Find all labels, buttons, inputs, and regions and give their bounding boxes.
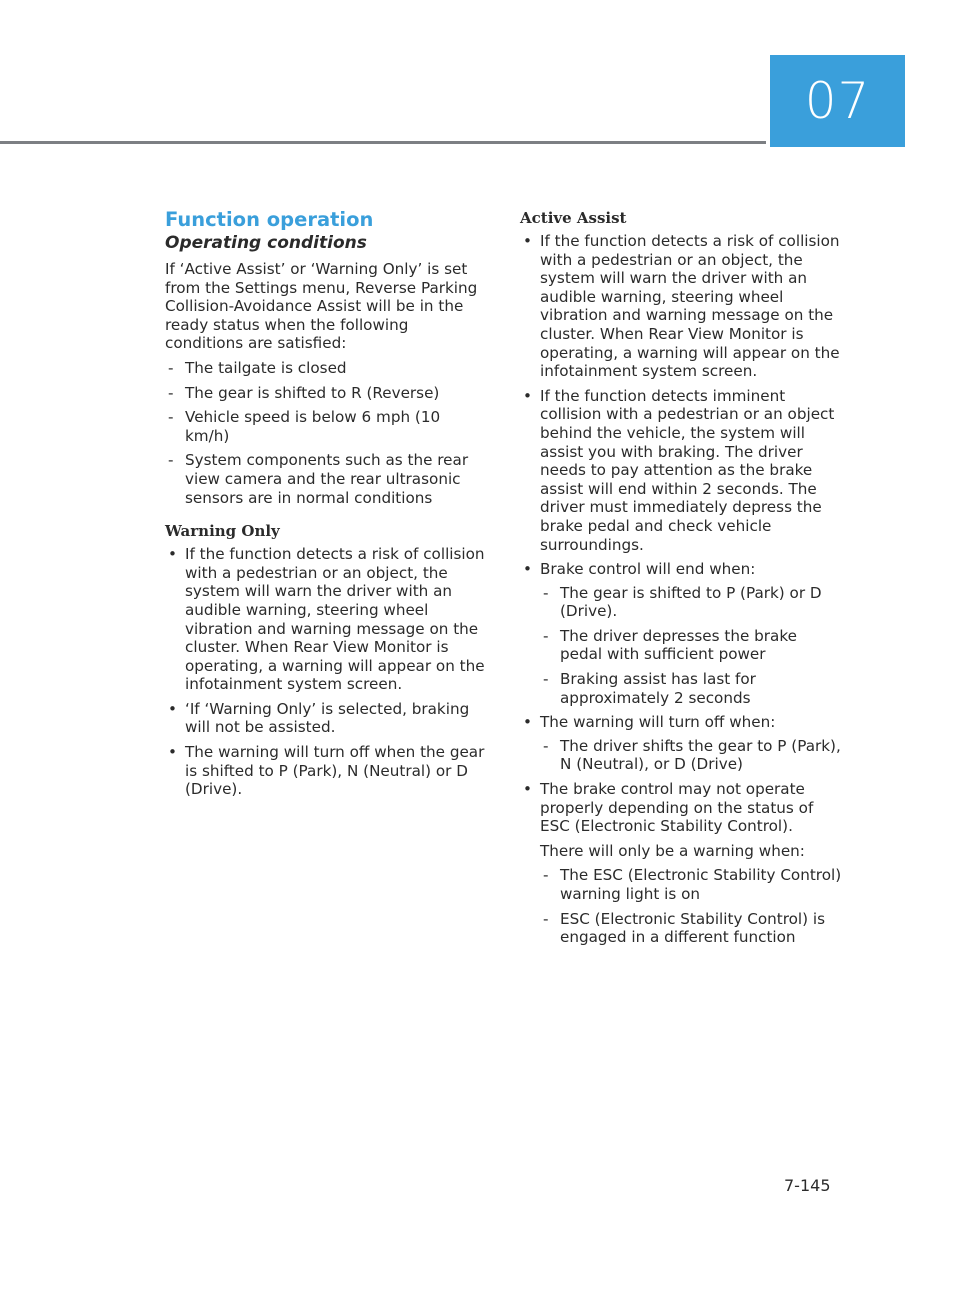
bullet-text: Brake control will end when: (540, 560, 756, 579)
warning-only-list (165, 545, 485, 799)
chapter-number: 07 (804, 72, 871, 130)
sub-title: Operating conditions (165, 233, 367, 253)
sub-list-item: - Braking assist has last for approximately 2 seconds (540, 670, 842, 707)
list-item: • The warning will turn off when the gear is shifted to P (Park), N (Neutral) or D (Drive). (165, 743, 485, 799)
list-item (520, 387, 842, 554)
right-column (520, 208, 842, 953)
sub-list (540, 584, 842, 708)
sub-list (540, 866, 842, 946)
bullet-note: There will only be a warning when: (540, 841, 805, 860)
active-assist-list (520, 232, 842, 947)
section-title: Function operation (165, 208, 374, 231)
page-number: 7-145 (784, 1176, 831, 1195)
warning-only-heading: Warning Only (165, 522, 280, 541)
active-assist-heading: Active Assist (520, 209, 627, 227)
bullet-text: If the function detects imminent collision with a pedestrian or an object behind the vehicle, the system will assist you with braking. The driver needs to pay attention as the brake assist will end within 2 seconds. The driver must immediately depress the brake pedal and check vehicle surroundings. (540, 386, 835, 554)
bullet-text: If the function detects a risk of collision with a pedestrian or an object, the system will warn the driver with an audible warning, steering wheel vibration and warning message on the cluster. When Rear View Monitor is operating, a warning will appear on the infotainment system screen. (540, 232, 840, 381)
sub-list-item: - ESC (Electronic Stability Control) is engaged in a different function (540, 910, 842, 947)
list-item (520, 560, 842, 707)
sub-list (540, 737, 842, 774)
list-item: - Vehicle speed is below 6 mph (10 km/h) (165, 408, 485, 445)
bullet-text: The brake control may not operate properly depending on the status of ESC (Electronic Stability Control). (540, 780, 814, 836)
list-item (520, 232, 842, 381)
sub-list-item: - The driver depresses the brake pedal with sufficient power (540, 627, 842, 664)
list-item: - System components such as the rear view camera and the rear ultrasonic sensors are in normal conditions (165, 451, 485, 507)
intro-paragraph: If ‘Active Assist’ or ‘Warning Only’ is set from the Settings menu, Reverse Parking Collision-Avoidance Assist will be in the ready status when the following conditions are satisfied: (165, 260, 478, 353)
list-item: - The gear is shifted to R (Reverse) (165, 384, 485, 403)
chapter-tab (770, 55, 905, 147)
sub-list-item: - The ESC (Electronic Stability Control) warning light is on (540, 866, 842, 903)
list-item (520, 780, 842, 947)
conditions-list (165, 359, 485, 507)
sub-list-item: - The gear is shifted to P (Park) or D (Drive). (540, 584, 842, 621)
header-rule (0, 141, 766, 144)
left-column (165, 208, 485, 805)
list-item: • If the function detects a risk of collision with a pedestrian or an object, the system will warn the driver with an audible warning, steering wheel vibration and warning message on the cluster. When Rear View Monitor is operating, a warning will appear on the infotainment system screen. (165, 545, 485, 694)
sub-list-item: - The driver shifts the gear to P (Park), N (Neutral), or D (Drive) (540, 737, 842, 774)
list-item (520, 713, 842, 774)
list-item: • ‘If ‘Warning Only’ is selected, braking will not be assisted. (165, 700, 485, 737)
list-item: - The tailgate is closed (165, 359, 485, 378)
bullet-text: The warning will turn off when: (540, 713, 776, 732)
